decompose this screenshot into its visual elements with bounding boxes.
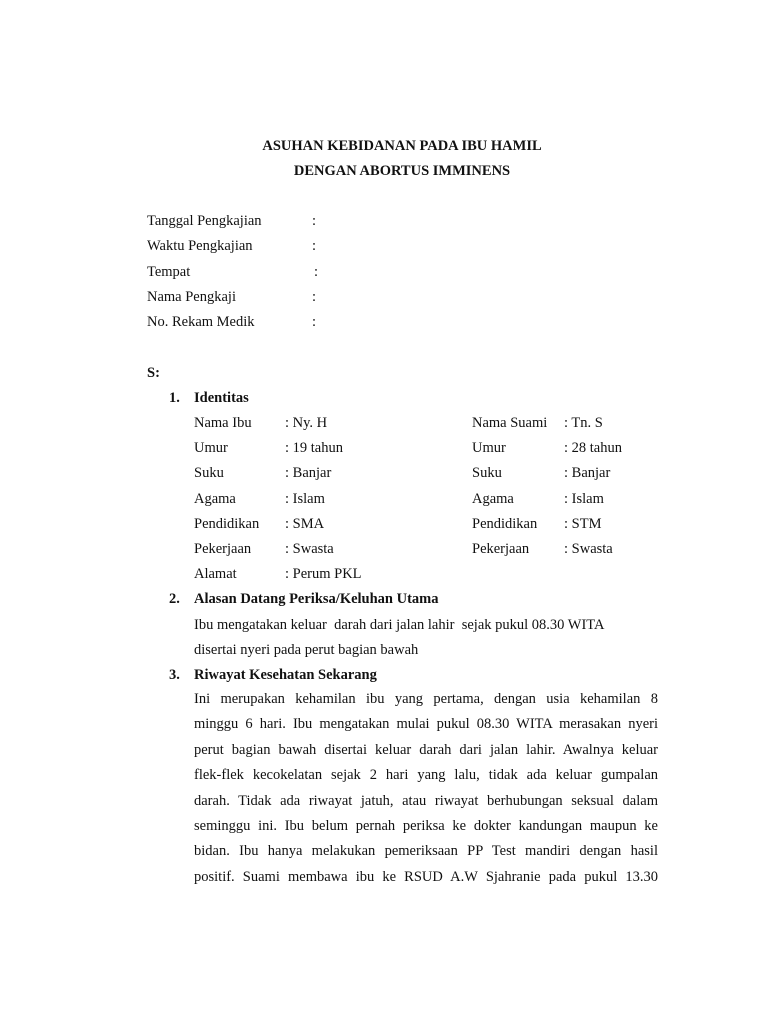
identity-left-label: Nama Ibu (194, 415, 252, 431)
meta-label: No. Rekam Medik (147, 314, 255, 330)
section-1-heading: Identitas (194, 390, 249, 406)
identity-left-value: : Perum PKL (285, 566, 362, 582)
section-3-line: seminggu ini. Ibu belum pernah periksa ke dokter kandungan maupun ke (194, 818, 658, 834)
identity-left-value: : Banjar (285, 465, 332, 481)
section-2-line: Ibu mengatakan keluar darah dari jalan lahir sejak pukul 08.30 WITA (194, 617, 605, 633)
identity-right-value: : Swasta (564, 541, 613, 557)
section-3-line: perut bagian bawah disertai keluar darah dari jalan lahir. Awalnya keluar (194, 742, 658, 758)
section-3-number: 3. (169, 667, 180, 683)
section-3-line: Ini merupakan kehamilan ibu yang pertama, dengan usia kehamilan 8 (194, 691, 658, 707)
meta-colon: : (312, 314, 317, 330)
identity-left-label: Pendidikan (194, 516, 260, 532)
document-title-line-2: DENGAN ABORTUS IMMINENS (293, 163, 511, 179)
meta-label: Tanggal Pengkajian (147, 213, 262, 229)
meta-colon: : (314, 264, 319, 280)
identity-right-value: : STM (564, 516, 602, 532)
identity-right-value: : Tn. S (564, 415, 603, 431)
identity-right-label: Nama Suami (472, 415, 548, 431)
meta-label: Tempat (147, 264, 191, 280)
identity-right-label: Umur (472, 440, 506, 456)
identity-right-label: Agama (472, 491, 514, 507)
section-3-line: minggu 6 hari. Ibu mengatakan mulai pukul 08.30 WITA merasakan nyeri (194, 716, 658, 732)
identity-left-label: Alamat (194, 566, 237, 582)
document-title-line-1: ASUHAN KEBIDANAN PADA IBU HAMIL (262, 138, 542, 154)
section-1-number: 1. (169, 390, 180, 406)
section-3-line: darah. Tidak ada riwayat jatuh, atau riwayat berhubungan seksual dalam (194, 793, 658, 809)
section-3-line: positif. Suami membawa ibu ke RSUD A.W Sjahranie pada pukul 13.30 (194, 869, 658, 885)
identity-left-label: Umur (194, 440, 228, 456)
meta-colon: : (312, 213, 317, 229)
section-3-line: bidan. Ibu hanya melakukan pemeriksaan PP Test mandiri dengan hasil (194, 843, 658, 859)
identity-left-label: Agama (194, 491, 236, 507)
identity-right-value: : Banjar (564, 465, 611, 481)
identity-left-label: Suku (194, 465, 224, 481)
identity-left-value: : Ny. H (285, 415, 328, 431)
section-2-number: 2. (169, 591, 180, 607)
section-2-line: disertai nyeri pada perut bagian bawah (194, 642, 419, 658)
identity-right-label: Pekerjaan (472, 541, 530, 557)
identity-right-label: Suku (472, 465, 502, 481)
meta-label: Nama Pengkaji (147, 289, 236, 305)
identity-left-label: Pekerjaan (194, 541, 252, 557)
identity-left-value: : 19 tahun (285, 440, 343, 456)
identity-right-label: Pendidikan (472, 516, 538, 532)
subjective-label: S: (147, 365, 160, 381)
section-2-heading: Alasan Datang Periksa/Keluhan Utama (194, 591, 439, 607)
identity-right-value: : 28 tahun (564, 440, 622, 456)
section-3-line: flek-flek kecokelatan sejak 2 hari yang lalu, tidak ada keluar gumpalan (194, 767, 658, 783)
identity-right-value: : Islam (564, 491, 604, 507)
identity-left-value: : Swasta (285, 541, 334, 557)
meta-colon: : (312, 238, 317, 254)
section-3-heading: Riwayat Kesehatan Sekarang (194, 667, 377, 683)
identity-left-value: : Islam (285, 491, 325, 507)
meta-label: Waktu Pengkajian (147, 238, 253, 254)
meta-colon: : (312, 289, 317, 305)
identity-left-value: : SMA (285, 516, 325, 532)
